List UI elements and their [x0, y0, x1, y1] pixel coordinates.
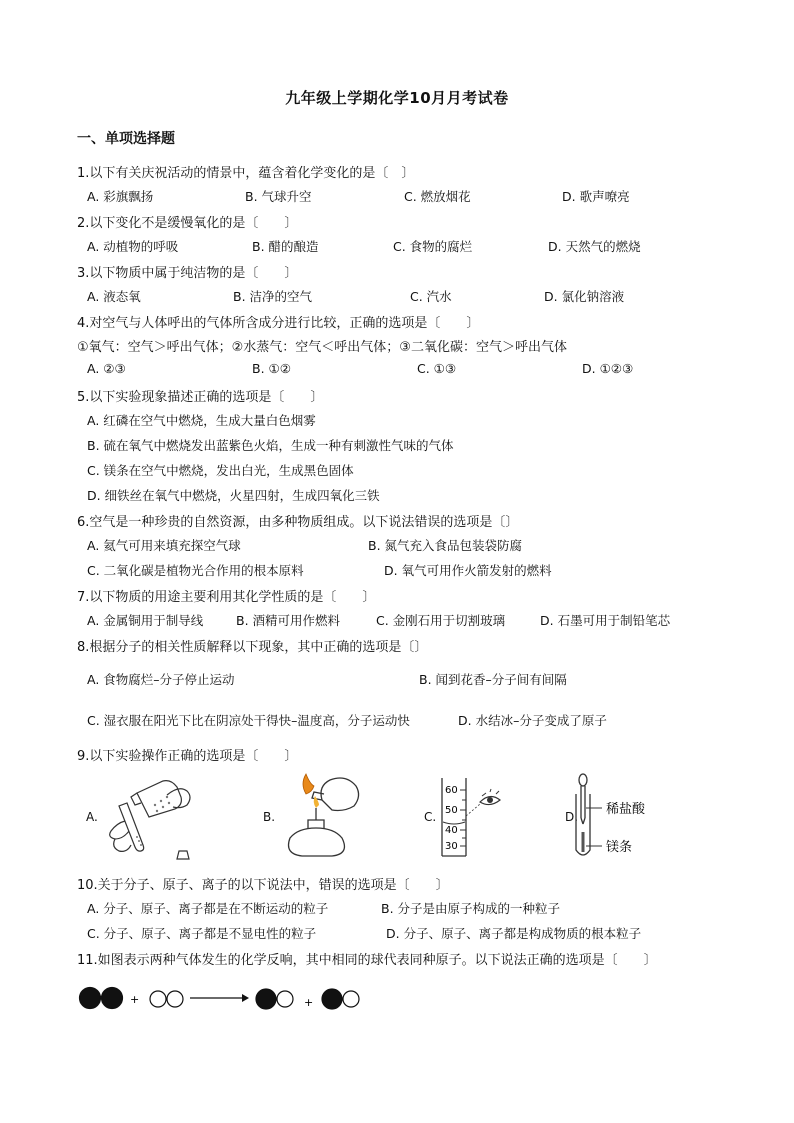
- section-heading: 一、单项选择题: [77, 131, 175, 147]
- question-1-option-d: D. 歌声嘹亮: [562, 189, 630, 204]
- question-3-option-c: C. 汽水: [410, 289, 452, 304]
- magnesium-label: 镁条: [606, 840, 633, 855]
- question-3-option-b: B. 洁净的空气: [233, 289, 313, 304]
- question-2-stem: 2.以下变化不是缓慢氧化的是〔 〕: [77, 216, 298, 231]
- question-7-option-d: D. 石墨可用于制铅笔芯: [540, 613, 671, 628]
- question-5-stem: 5.以下实验现象描述正确的选项是〔 〕: [77, 390, 324, 405]
- question-1-option-a: A. 彩旗飘扬: [87, 189, 154, 204]
- question-4-option-d: D. ①②③: [582, 361, 634, 376]
- question-7-option-b: B. 酒精可用作燃料: [236, 613, 341, 628]
- question-1-stem: 1.以下有关庆祝活动的情景中，蕴含着化学变化的是〔 〕: [77, 166, 415, 181]
- question-6-option-d: D. 氧气可用作火箭发射的燃料: [384, 563, 552, 578]
- question-1-option-c: C. 燃放烟花: [404, 189, 471, 204]
- question-9-label-b: B.: [263, 810, 276, 824]
- question-8-option-a: A. 食物腐烂–分子停止运动: [87, 672, 235, 687]
- question-10-option-b: B. 分子是由原子构成的一种粒子: [381, 901, 561, 916]
- reaction-diagram: [76, 984, 376, 1014]
- eye-icon: [480, 789, 500, 805]
- scale-label-30: 30: [445, 841, 458, 852]
- question-8-stem: 8.根据分子的相关性质解释以下现象，其中正确的选项是〔〕: [77, 640, 428, 655]
- question-9-label-a: A.: [86, 810, 98, 824]
- question-10-stem: 10.关于分子、原子、离子的以下说法中，错误的选项是〔 〕: [77, 878, 449, 893]
- question-5-option-c: C. 镁条在空气中燃烧，发出白光，生成黑色固体: [87, 463, 354, 478]
- page-title: 九年级上学期化学10月月考试卷: [285, 89, 509, 107]
- question-7-option-c: C. 金刚石用于切割玻璃: [376, 613, 506, 628]
- question-2-option-c: C. 食物的腐烂: [393, 239, 473, 254]
- question-8-option-b: B. 闻到花香–分子间有间隔: [419, 672, 567, 687]
- graduated-cylinder-figure: [434, 776, 514, 858]
- question-5-option-a: A. 红磷在空气中燃烧，生成大量白色烟雾: [87, 413, 316, 428]
- dropper-test-tube-figure: [574, 772, 684, 862]
- question-6-option-c: C. 二氧化碳是植物光合作用的根本原料: [87, 563, 304, 578]
- question-4-option-b: B. ①②: [252, 361, 291, 376]
- question-4-statements: ①氧气：空气＞呼出气体；②水蒸气：空气＜呼出气体；③二氧化碳：空气＞呼出气体: [77, 340, 567, 355]
- arrow-icon: [242, 994, 249, 1002]
- alcohol-lamp-figure: [272, 772, 364, 860]
- question-6-option-b: B. 氮气充入食品包装袋防腐: [368, 538, 523, 553]
- scale-label-40: 40: [445, 825, 458, 836]
- question-4-option-a: A. ②③: [87, 361, 126, 376]
- question-9-stem: 9.以下实验操作正确的选项是〔 〕: [77, 749, 298, 764]
- plus-sign-2: +: [304, 996, 314, 1009]
- question-2-option-b: B. 醋的酿造: [252, 239, 319, 254]
- acid-label: 稀盐酸: [606, 802, 646, 817]
- question-10-option-d: D. 分子、原子、离子都是构成物质的根本粒子: [386, 926, 642, 941]
- question-2-option-d: D. 天然气的燃烧: [548, 239, 641, 254]
- question-3-option-d: D. 氯化钠溶液: [544, 289, 625, 304]
- question-6-stem: 6.空气是一种珍贵的自然资源，由多种物质组成。以下说法错误的选项是〔〕: [77, 515, 519, 530]
- question-4-stem: 4.对空气与人体呼出的气体所含成分进行比较，正确的选项是〔 〕: [77, 316, 480, 331]
- question-9-label-c: C.: [424, 810, 437, 824]
- question-7-option-a: A. 金属铜用于制导线: [87, 613, 204, 628]
- question-3-stem: 3.以下物质中属于纯洁物的是〔 〕: [77, 266, 298, 281]
- question-10-option-c: C. 分子、原子、离子都是不显电性的粒子: [87, 926, 317, 941]
- scale-label-60: 60: [445, 785, 458, 796]
- question-4-option-c: C. ①③: [417, 361, 457, 376]
- question-2-option-a: A. 动植物的呼吸: [87, 239, 179, 254]
- pouring-liquid-figure: [97, 775, 197, 863]
- question-5-option-d: D. 细铁丝在氧气中燃烧，火星四射，生成四氧化三铁: [87, 488, 380, 503]
- plus-sign-1: +: [130, 993, 140, 1006]
- question-5-option-b: B. 硫在氧气中燃烧发出蓝紫色火焰，生成一种有刺激性气味的气体: [87, 438, 454, 453]
- question-6-option-a: A. 氦气可用来填充探空气球: [87, 538, 241, 553]
- question-11-stem: 11.如图表示两种气体发生的化学反响，其中相同的球代表同种原子。以下说法正确的选项是〔 〕: [77, 953, 657, 968]
- question-7-stem: 7.以下物质的用途主要利用其化学性质的是〔 〕: [77, 590, 376, 605]
- question-10-option-a: A. 分子、原子、离子都是在不断运动的粒子: [87, 901, 329, 916]
- question-1-option-b: B. 气球升空: [245, 189, 312, 204]
- question-8-option-d: D. 水结冰–分子变成了原子: [458, 713, 607, 728]
- question-8-option-c: C. 湿衣服在阳光下比在阴凉处干得快–温度高，分子运动快: [87, 713, 410, 728]
- scale-label-50: 50: [445, 805, 458, 816]
- question-3-option-a: A. 液态氧: [87, 289, 141, 304]
- question-9-label-d: D.: [565, 810, 579, 824]
